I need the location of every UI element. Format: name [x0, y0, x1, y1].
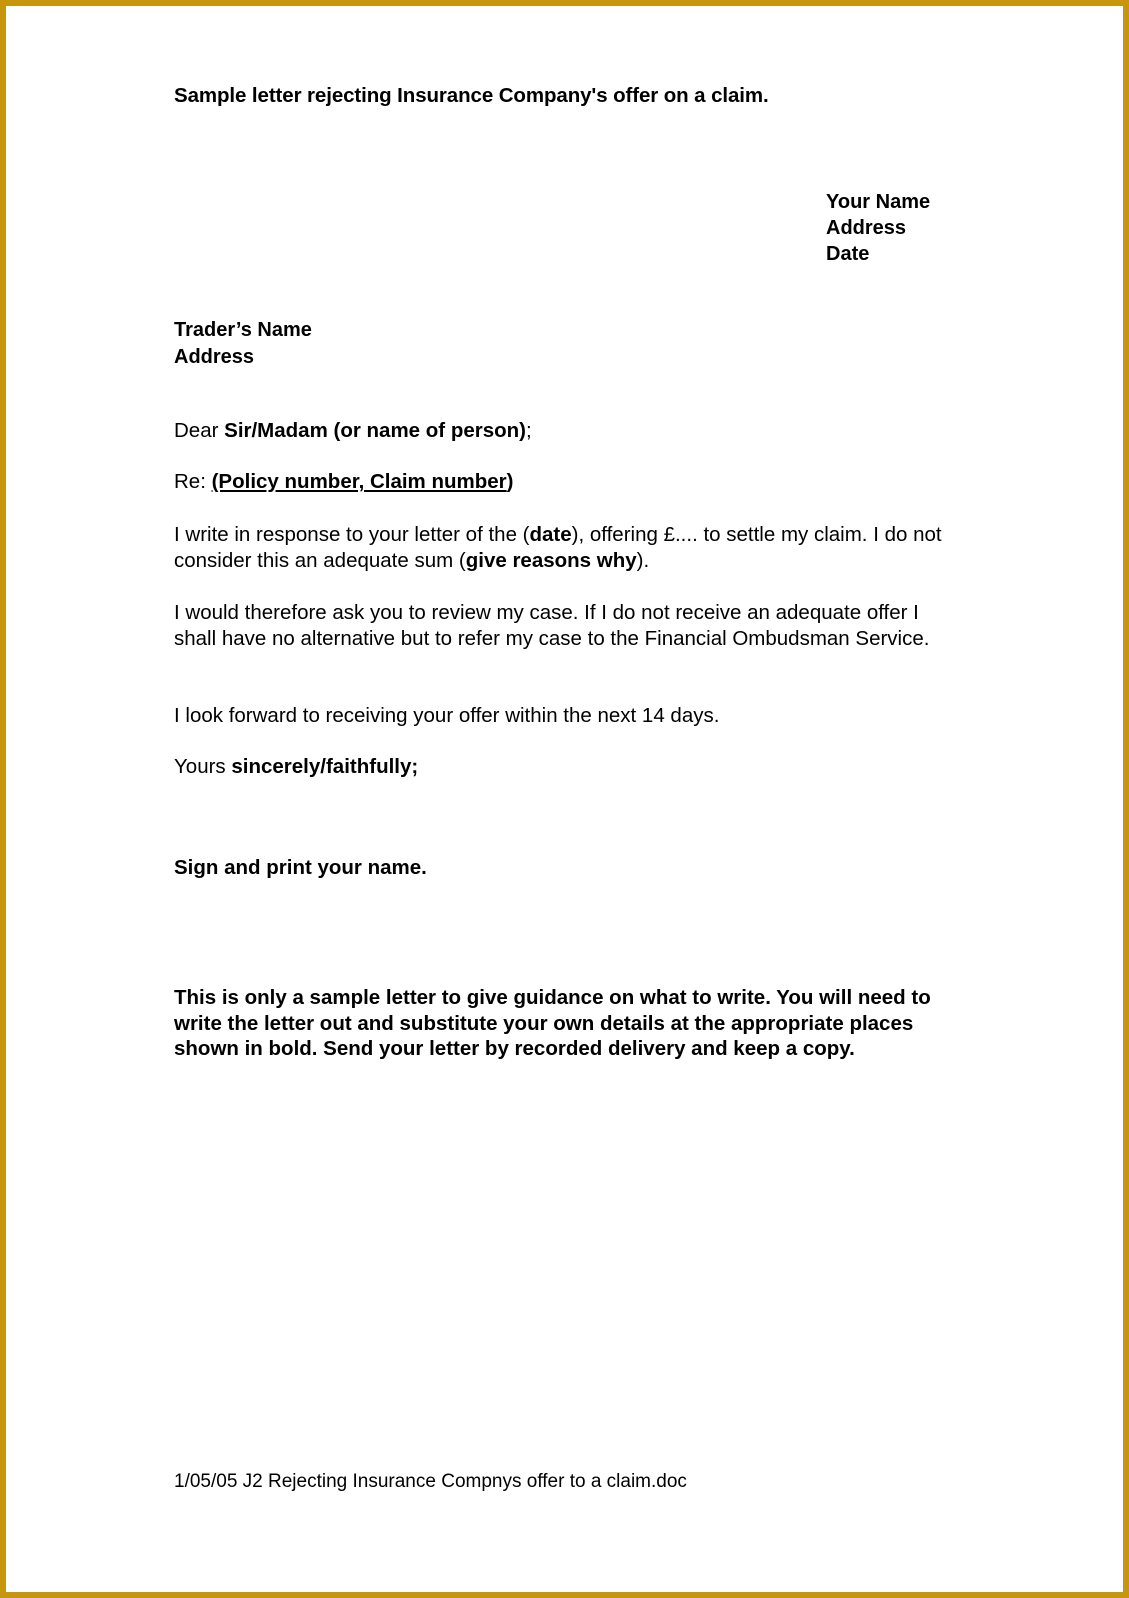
sample-letter-notice: This is only a sample letter to give guidance on what to write. You will need to write the letter out and substitute your own details at the appropriate places shown in bold. Send your letter by recorded delivery and keep a copy.: [174, 986, 931, 1060]
recipient-address-placeholder: Address: [174, 345, 255, 368]
date-placeholder: date: [529, 523, 572, 546]
paragraph-1-part-2: ), offering £.... to settle my claim. I do not consider this an adequate sum (: [174, 523, 942, 572]
closing-lead: Yours: [174, 755, 232, 778]
salutation-placeholder: Sir/Madam (or name of person): [224, 419, 526, 442]
body-paragraph-1: [174, 522, 960, 573]
paragraph-1-part-1: I write in response to your letter of the (: [174, 523, 530, 546]
body-closing-line: [174, 754, 960, 780]
sender-address-placeholder: Address: [826, 217, 907, 239]
subject-line: [174, 470, 513, 494]
body-paragraph-3: I look forward to receiving your offer within the next 14 days.: [174, 704, 720, 727]
closing-placeholder: sincerely/faithfully;: [231, 755, 419, 778]
salutation-trail: ;: [526, 419, 532, 442]
subject-reference-placeholder: (Policy number, Claim number: [211, 470, 507, 493]
salutation-lead: Dear: [174, 419, 225, 442]
body-paragraph-2: I would therefore ask you to review my case. If I do not receive an adequate offer I shall have no alternative but to refer my case to the Financial Ombudsman Service.: [174, 601, 930, 650]
letter-sheet: [6, 6, 1123, 1592]
subject-lead: Re:: [174, 470, 212, 493]
subject-trail: ): [506, 470, 514, 493]
page-title: Sample letter rejecting Insurance Company's offer on a claim.: [174, 84, 769, 107]
recipient-address-block: [174, 317, 312, 370]
reasons-placeholder: give reasons why: [465, 548, 637, 572]
sender-address-block: [826, 189, 930, 267]
salutation-line: [174, 419, 532, 443]
sender-date-placeholder: Date: [826, 243, 870, 265]
signature-instruction: Sign and print your name.: [174, 856, 427, 879]
paragraph-1-part-3: ).: [636, 548, 650, 572]
footer-reference: 1/05/05 J2 Rejecting Insurance Compnys offer to a claim.doc: [174, 1471, 687, 1492]
sender-name-placeholder: Your Name: [826, 191, 931, 213]
recipient-name-placeholder: Trader’s Name: [174, 319, 312, 341]
